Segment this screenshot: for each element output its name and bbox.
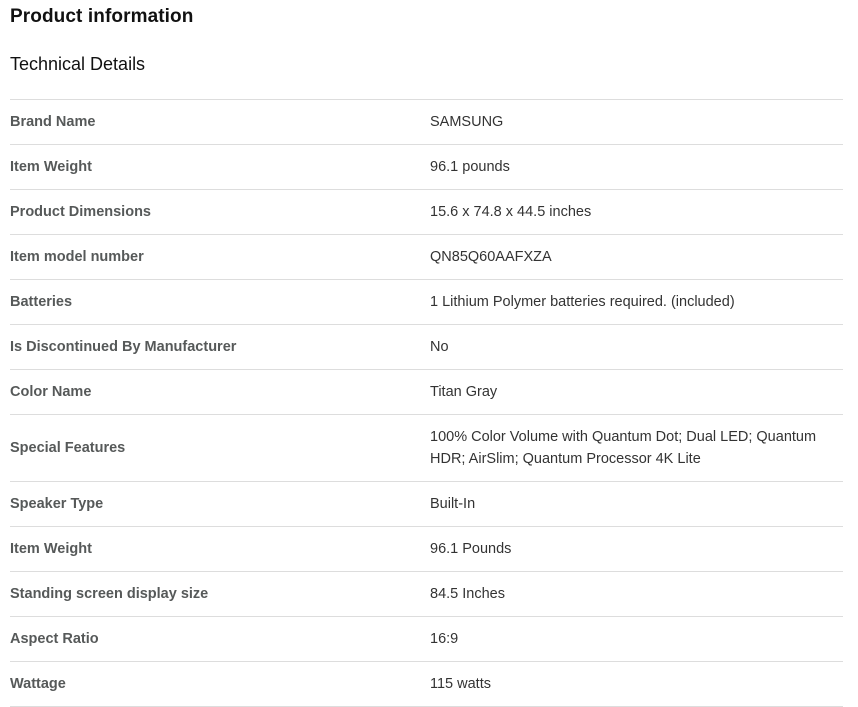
section-title-technical-details: Technical Details (10, 54, 146, 74)
spec-key: Aspect Ratio (10, 631, 99, 647)
table-row (10, 280, 843, 325)
spec-value: 1 Lithium Polymer batteries required. (included) (430, 294, 735, 310)
table-row (10, 235, 843, 280)
spec-key: Item Weight (10, 541, 92, 557)
product-information-page (0, 6, 858, 707)
spec-key: Speaker Type (10, 496, 104, 512)
spec-value: 96.1 Pounds (430, 541, 512, 557)
spec-key: Batteries (10, 294, 73, 310)
table-row (10, 145, 843, 190)
table-row (10, 572, 843, 617)
technical-details-table-body (10, 100, 843, 707)
spec-key: Wattage (10, 676, 66, 692)
table-row (10, 482, 843, 527)
spec-key: Item model number (10, 249, 144, 265)
table-row (10, 662, 843, 707)
spec-value: 16:9 (430, 631, 459, 647)
table-row (10, 617, 843, 662)
spec-value: No (430, 339, 449, 355)
spec-value: 100% Color Volume with Quantum Dot; Dual LED; Quantum HDR; AirSlim; Quantum Processor 4K Lite (430, 429, 817, 467)
spec-key: Is Discontinued By Manufacturer (10, 339, 237, 355)
spec-key: Product Dimensions (10, 204, 151, 220)
table-row (10, 415, 843, 482)
spec-value: QN85Q60AAFXZA (430, 249, 552, 265)
spec-value: Built-In (430, 496, 476, 512)
spec-value: 96.1 pounds (430, 159, 510, 175)
table-row (10, 190, 843, 235)
technical-details-table (10, 99, 843, 707)
spec-key: Brand Name (10, 114, 96, 130)
spec-key: Color Name (10, 384, 92, 400)
table-row (10, 527, 843, 572)
page-title: Product information (10, 6, 194, 27)
spec-value: 15.6 x 74.8 x 44.5 inches (430, 204, 592, 220)
spec-value: Titan Gray (430, 384, 498, 400)
table-row (10, 100, 843, 145)
spec-key: Standing screen display size (10, 586, 209, 602)
spec-value: 84.5 Inches (430, 586, 505, 602)
table-row (10, 370, 843, 415)
spec-key: Special Features (10, 440, 126, 456)
spec-value: SAMSUNG (430, 114, 504, 130)
spec-value: 115 watts (430, 676, 491, 692)
table-row (10, 325, 843, 370)
spec-key: Item Weight (10, 159, 92, 175)
